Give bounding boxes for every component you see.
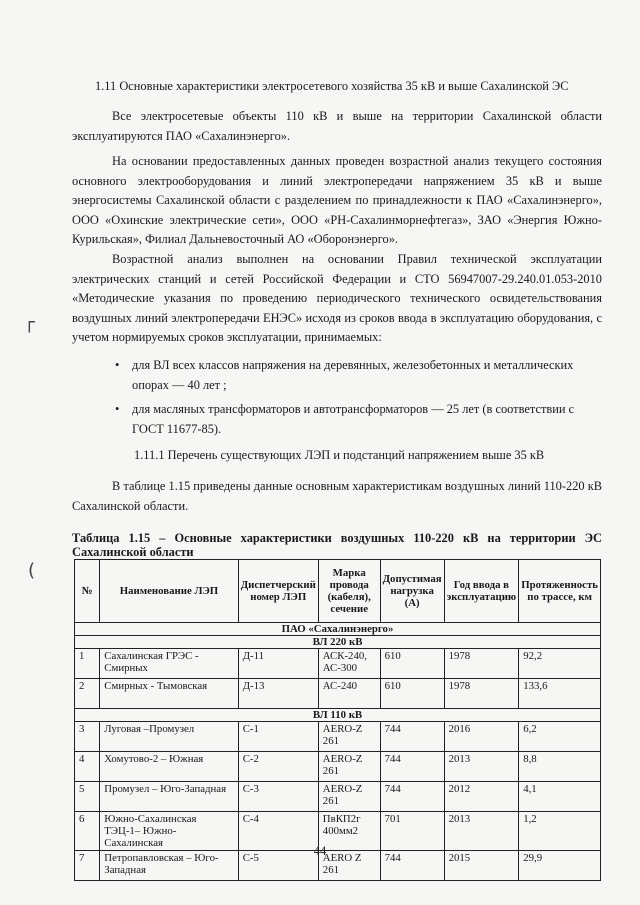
cell-load: 701 — [380, 812, 444, 851]
cell-dispatch: С-1 — [238, 722, 318, 752]
cell-length: 8,8 — [519, 752, 601, 782]
paragraph-text: В таблице 1.15 приведены данные основным характеристикам воздушных линий 110-220 кВ Сахалинской области. — [72, 479, 602, 513]
cell-num: 3 — [75, 722, 100, 752]
cell-num: 7 — [75, 851, 100, 881]
header-load: Допустимая нагрузка (А) — [380, 560, 444, 623]
table-row — [75, 679, 601, 709]
paragraph-3 — [72, 250, 602, 348]
bullet-marker: • — [115, 402, 120, 417]
cell-length: 92,2 — [519, 649, 601, 679]
section-row — [75, 709, 601, 722]
cell-name: Сахалинская ГРЭС - Смирных — [100, 649, 238, 679]
bullet-text: для масляных трансформаторов и автотрансформаторов — 25 лет (в соответствии с ГОСТ 11677-85). — [132, 402, 575, 436]
bullet-item — [72, 400, 602, 439]
table-body — [75, 623, 601, 881]
cell-num: 1 — [75, 649, 100, 679]
paragraph-text: Возрастной анализ выполнен на основании Правил технической эксплуатации электрических станций и сетей Российской Федерации и СТО 56947007-29.240.01.053-2010 «Методические указания по проведению периодического технического освидетельствования воздушных линий электропередачи ЕНЭС» исходя из сроков ввода в эксплуатацию оборудования, с учетом нормируемых сроков эксплуатации, принимаемых: — [72, 252, 602, 345]
cell-year: 1978 — [444, 649, 519, 679]
table-row — [75, 722, 601, 752]
cell-length: 29,9 — [519, 851, 601, 881]
cell-mark: AERO-Z 261 — [318, 722, 380, 752]
paragraph-text: Все электросетевые объекты 110 кВ и выше на территории Сахалинской области эксплуатируются ПАО «Сахалинэнерго». — [72, 109, 602, 143]
cell-mark: ПвКП2г 400мм2 — [318, 812, 380, 851]
cell-load: 610 — [380, 679, 444, 709]
section-title: ВЛ 110 кВ — [75, 709, 601, 722]
header-name: Наименование ЛЭП — [100, 560, 238, 623]
table-caption: Таблица 1.15 – Основные характеристики воздушных 110-220 кВ на территории ЭС Сахалинской области — [72, 531, 602, 559]
cell-num: 6 — [75, 812, 100, 851]
paragraph-2 — [72, 152, 602, 250]
cell-year: 2013 — [444, 752, 519, 782]
cell-mark: AERO-Z 261 — [318, 752, 380, 782]
cell-mark: АС-240 — [318, 679, 380, 709]
cell-mark: AERO Z 261 — [318, 851, 380, 881]
section-row — [75, 636, 601, 649]
header-dispatch: Диспетчерский номер ЛЭП — [238, 560, 318, 623]
cell-year: 2016 — [444, 722, 519, 752]
header-mark: Марка провода (кабеля), сечение — [318, 560, 380, 623]
cell-name: Луговая –Промузел — [100, 722, 238, 752]
cell-load: 744 — [380, 752, 444, 782]
cell-num: 2 — [75, 679, 100, 709]
cell-dispatch: Д-13 — [238, 679, 318, 709]
cell-load: 744 — [380, 851, 444, 881]
bullet-text: для ВЛ всех классов напряжения на деревянных, железобетонных и металлических опорах — 40 лет ; — [132, 358, 574, 392]
cell-dispatch: С-5 — [238, 851, 318, 881]
cell-length: 1,2 — [519, 812, 601, 851]
margin-bracket-mark: ┌ — [24, 312, 35, 333]
cell-name: Южно-Сахалинская ТЭЦ-1– Южно-Сахалинская — [100, 812, 238, 851]
page-number: 44 — [313, 844, 327, 858]
header-year: Год ввода в эксплуатацию — [444, 560, 519, 623]
cell-load: 744 — [380, 782, 444, 812]
paragraph-text: На основании предоставленных данных проведен возрастной анализ текущего состояния основного электрооборудования и линий электропередачи напряжением 35 кВ и выше энергосистемы Сахалинской области с разделением по принадлежности к ПАО «Сахалинэнерго», ООО «Охинские электрические сети», ООО «РН-Сахалинморнефтегаз», ЗАО «Энергия Южно-Курильская», Филиал Дальневосточный АО «Оборонэнерго». — [72, 154, 602, 247]
subsection-heading: 1.11.1 Перечень существующих ЛЭП и подстанций напряжением выше 35 кВ — [134, 448, 545, 462]
cell-year: 2013 — [444, 812, 519, 851]
lines-table — [74, 559, 601, 881]
cell-dispatch: С-4 — [238, 812, 318, 851]
intro-paragraph — [72, 477, 602, 516]
cell-load: 610 — [380, 649, 444, 679]
cell-length: 133,6 — [519, 679, 601, 709]
owner-label: ПАО «Сахалинэнерго» — [75, 623, 601, 636]
cell-name: Смирных - Тымовская — [100, 679, 238, 709]
cell-num: 4 — [75, 752, 100, 782]
owner-row — [75, 623, 601, 636]
cell-mark: AERO-Z 261 — [318, 782, 380, 812]
cell-length: 6,2 — [519, 722, 601, 752]
cell-num: 5 — [75, 782, 100, 812]
cell-name: Петропавловская – Юго-Западная — [100, 851, 238, 881]
cell-name: Промузел – Юго-Западная — [100, 782, 238, 812]
cell-load: 744 — [380, 722, 444, 752]
bullet-marker: • — [115, 358, 120, 372]
section-heading: 1.11 Основные характеристики электросетевого хозяйства 35 кВ и выше Сахалинской ЭС — [95, 79, 569, 93]
cell-dispatch: С-3 — [238, 782, 318, 812]
table-row — [75, 782, 601, 812]
table-row — [75, 752, 601, 782]
table-row — [75, 649, 601, 679]
bullet-list — [72, 356, 602, 444]
paragraph-1 — [72, 107, 602, 146]
section-title: ВЛ 220 кВ — [75, 636, 601, 649]
table-header-row — [75, 560, 601, 623]
cell-dispatch: Д-11 — [238, 649, 318, 679]
cell-year: 2015 — [444, 851, 519, 881]
header-length: Протяженность по трассе, км — [519, 560, 601, 623]
cell-length: 4,1 — [519, 782, 601, 812]
margin-paren-mark: ( — [28, 560, 36, 581]
cell-mark: АСК-240, АС-300 — [318, 649, 380, 679]
cell-name: Хомутово-2 – Южная — [100, 752, 238, 782]
cell-year: 2012 — [444, 782, 519, 812]
bullet-item — [72, 356, 602, 395]
cell-year: 1978 — [444, 679, 519, 709]
cell-dispatch: С-2 — [238, 752, 318, 782]
header-num: № — [75, 560, 100, 623]
